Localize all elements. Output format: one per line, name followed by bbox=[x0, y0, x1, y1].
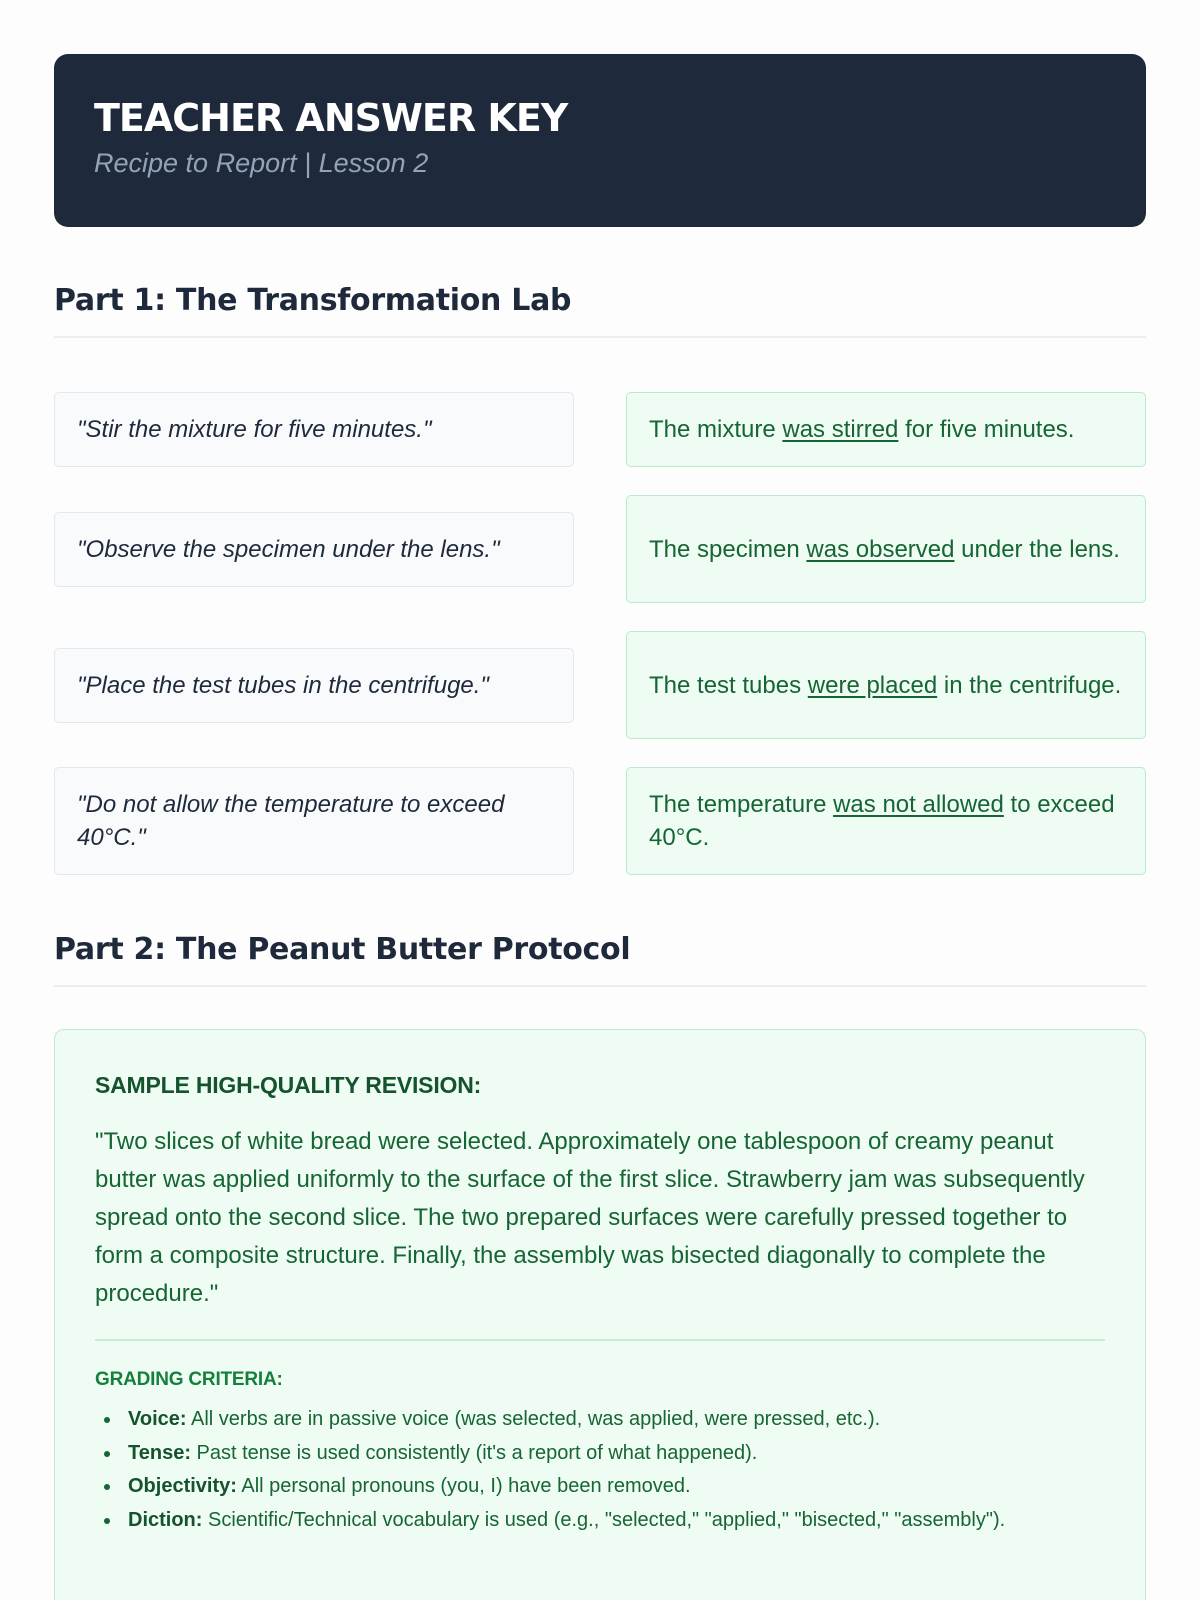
original-sentence: "Do not allow the temperature to exceed 40°C." bbox=[54, 767, 574, 875]
answer-rest: to exceed 40°C. bbox=[649, 791, 1115, 851]
criteria-heading: GRADING CRITERIA: bbox=[95, 1369, 283, 1390]
criteria-text: All verbs are in passive voice (was selected, was applied, were pressed, etc.). bbox=[186, 1408, 881, 1430]
original-sentence: "Observe the specimen under the lens." bbox=[54, 512, 574, 587]
criteria-label: Voice: bbox=[128, 1408, 187, 1430]
answer-sentence bbox=[626, 631, 1146, 739]
criteria-text: Past tense is used consistently (it's a report of what happened). bbox=[190, 1441, 758, 1464]
original-sentence: "Place the test tubes in the centrifuge." bbox=[54, 648, 574, 723]
transformation-pairs bbox=[54, 392, 1146, 875]
answer-subject: The test tubes bbox=[649, 671, 808, 699]
header-banner bbox=[54, 54, 1146, 227]
answer-rest: for five minutes. bbox=[898, 416, 1075, 443]
criteria-item bbox=[95, 1403, 1105, 1437]
criteria-label: Diction: bbox=[128, 1508, 203, 1531]
passive-verb: was observed bbox=[806, 535, 955, 563]
pair-row bbox=[54, 631, 1146, 739]
page-title: TEACHER ANSWER KEY bbox=[94, 96, 568, 140]
criteria-text: All personal pronouns (you, I) have been removed. bbox=[236, 1475, 691, 1497]
pair-row bbox=[54, 767, 1146, 875]
criteria-label: Tense: bbox=[128, 1441, 191, 1464]
part2-title: Part 2: The Peanut Butter Protocol bbox=[54, 932, 1146, 987]
criteria-item bbox=[95, 1437, 1105, 1471]
pair-row bbox=[54, 495, 1146, 603]
sample-text: "Two slices of white bread were selected. Approximately one tablespoon of creamy peanut butter was applied uniformly to the surface of the first slice. Strawberry jam was subsequently spread onto the second slice. The two prepared surfaces were carefully pressed together to form a composite structure. Finally, the assembly was bisected diagonally to complete the procedure." bbox=[95, 1123, 1105, 1341]
criteria-label: Objectivity: bbox=[128, 1475, 237, 1497]
answer-subject: The specimen bbox=[649, 535, 807, 563]
criteria-text: Scientific/Technical vocabulary is used (e.g., "selected," "applied," "bisected," "assembly"). bbox=[202, 1508, 1006, 1531]
sample-revision-box bbox=[54, 1029, 1146, 1600]
original-sentence: "Stir the mixture for five minutes." bbox=[54, 392, 574, 467]
criteria-item bbox=[95, 1504, 1105, 1538]
passive-verb: was not allowed bbox=[833, 791, 1004, 818]
passive-verb: were placed bbox=[807, 671, 938, 699]
answer-sentence bbox=[626, 495, 1146, 603]
answer-subject: The temperature bbox=[649, 791, 834, 818]
part1-title: Part 1: The Transformation Lab bbox=[54, 283, 1146, 338]
sample-heading: SAMPLE HIGH-QUALITY REVISION: bbox=[95, 1072, 482, 1098]
answer-sentence bbox=[626, 392, 1146, 467]
answer-subject: The mixture bbox=[649, 416, 783, 443]
answer-rest: in the centrifuge. bbox=[937, 671, 1122, 699]
page-subtitle: Recipe to Report | Lesson 2 bbox=[94, 148, 429, 178]
pair-row bbox=[54, 392, 1146, 467]
passive-verb: was stirred bbox=[782, 416, 899, 443]
answer-sentence bbox=[626, 767, 1146, 875]
answer-rest: under the lens. bbox=[954, 535, 1120, 563]
criteria-item bbox=[95, 1470, 1105, 1504]
criteria-list bbox=[95, 1403, 1105, 1537]
